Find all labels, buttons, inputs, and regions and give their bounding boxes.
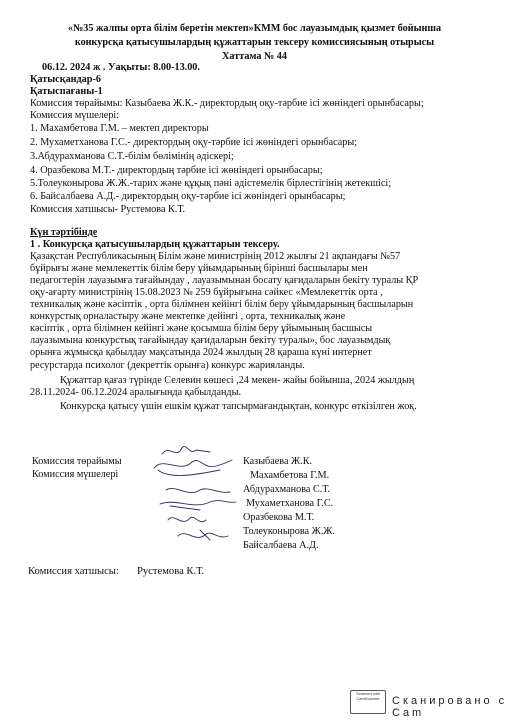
document-title-line1: «№35 жалпы орта білім беретін мектеп»КММ бос лауазымдық қызмет бойынша bbox=[67, 23, 442, 34]
secretary-label: Комиссия хатшысы: bbox=[28, 566, 119, 577]
signature-name: Толеуконырова Ж.Ж. bbox=[243, 526, 335, 537]
paragraph-line: Қазақстан Республикасының Білім және министрінің 2012 жылғы 21 ақпандағы №57 bbox=[30, 251, 401, 262]
signature-name: Казыбаева Ж.К. bbox=[243, 456, 313, 467]
meeting-date-time: 06.12. 2024 ж . Уақыты: 8.00-13.00. bbox=[42, 62, 200, 73]
signature-name: Байсалбаева А.Д. bbox=[243, 540, 319, 551]
paragraph-line: оқу-ағарту министрінің 15.08.2023 № 259 бұйрығына сәйкес «Мемлекеттік орта , bbox=[30, 287, 383, 298]
members-label: Комиссия мүшелері bbox=[32, 469, 119, 480]
agenda-item-1: 1 . Конкурсқа қатысушылардың құжаттарын тексеру. bbox=[30, 239, 280, 250]
member-item: 1. Махамбетова Г.М. – мектеп директоры bbox=[30, 123, 209, 134]
document-title-line2: конкурсқа қатысушылардың құжаттарын тексеру комиссиясының отырысы bbox=[74, 37, 435, 48]
members-heading: Комиссия мүшелері: bbox=[30, 110, 120, 121]
camscanner-badge-text: Scanned with CamScanner bbox=[355, 691, 380, 701]
member-item: 5.Толеуконырова Ж.Ж.-тарих және құқық пәні әдістемелік бірлестігінің жетекшісі; bbox=[30, 178, 392, 189]
documents-line-2: 28.11.2024- 06.12.2024 аралығында қабылданды. bbox=[30, 387, 241, 398]
member-item: 6. Байсалбаева А.Д.- директордың оқу-тәрбие ісі жөніндегі орынбасары; bbox=[30, 191, 346, 202]
camscanner-text: Сканировано с Cam bbox=[392, 695, 508, 719]
commission-secretary: Комиссия хатшысы- Рустемова К.Т. bbox=[30, 204, 186, 215]
paragraph-line: техникалық және кәсіптік , орта білімнен кейінгі білім беру ұйымдарының басшыларын bbox=[30, 299, 414, 310]
paragraph-line: кәсіптік , орта білімнен кейінгі және қосымша білім беру ұйымының басшысы bbox=[30, 323, 373, 334]
chair-label: Комиссия төрайымы bbox=[32, 456, 122, 467]
attendees-count: Қатысқандар-6 bbox=[30, 74, 101, 85]
signature-stroke bbox=[166, 488, 230, 492]
member-item: 2. Мухаметханова Г.С.- директордың оқу-тәрбие ісі жөніндегі орынбасары; bbox=[30, 137, 358, 148]
signature-stroke bbox=[154, 460, 232, 468]
signature-stroke bbox=[162, 446, 210, 454]
signature-stroke bbox=[200, 530, 210, 540]
signature-name: Махамбетова Г.М. bbox=[250, 470, 330, 481]
absent-count: Қатыспағаны-1 bbox=[30, 86, 103, 97]
signature-stroke bbox=[158, 470, 220, 475]
paragraph-line: педагогтерін лауазымға тағайындау , лауазымынан босату қағидаларын бекіту туралы ҚР bbox=[30, 275, 419, 286]
agenda-heading: Күн тәртібінде bbox=[30, 227, 98, 238]
signature-stroke bbox=[170, 506, 200, 510]
camscanner-logo-icon bbox=[350, 690, 386, 714]
paragraph-line: орынға жұмысқа қабылдау мақсатында 2024 жылдың 28 қараша күні интернет bbox=[30, 347, 372, 358]
commission-chair: Комиссия төрайымы: Казыбаева Ж.К.- директордың оқу-тәрбие ісі жөніндегі орынбасары; bbox=[30, 98, 424, 109]
signature-stroke bbox=[160, 501, 236, 505]
signature-stroke bbox=[178, 533, 228, 537]
member-item: 3.Абдурахманова С.Т.-білім бөлімінің әдіскері; bbox=[30, 151, 234, 162]
signature-stroke bbox=[168, 517, 206, 522]
protocol-number: Хаттама № 44 bbox=[222, 51, 287, 62]
handwritten-signatures bbox=[140, 440, 250, 552]
paragraph-line: бұйрығы және мемлекеттік білім беру ұйымдарының бірінші басшылары мен bbox=[30, 263, 368, 274]
result-line: Конкурсқа қатысу үшін ешкім құжат тапсырмағандықтан, конкурс өткізілген жоқ. bbox=[60, 401, 417, 412]
documents-line-1: Құжаттар қағаз түрінде Селевин көшесі ,24 мекен- жайы бойынша, 2024 жылдың bbox=[60, 375, 415, 386]
paragraph-line: ресурстарда психолог (декреттік орынға) конкурс жарияланды. bbox=[30, 360, 305, 371]
camscanner-watermark bbox=[350, 690, 509, 720]
signature-name: Мухаметханова Г.С. bbox=[246, 498, 334, 509]
paragraph-line: лауазымына конкурстық тағайындау қағидаларын бекіту туралы», бос лауазымдық bbox=[30, 335, 391, 346]
signature-name: Абдурахманова С.Т. bbox=[243, 484, 331, 495]
member-item: 4. Оразбекова М.Т.- директордың тәрбие ісі жөніндегі орынбасары; bbox=[30, 165, 323, 176]
secretary-name: Рустемова К.Т. bbox=[137, 566, 205, 577]
paragraph-line: конкурстық орналастыру және мектепке дейінгі , орта, техникалық және bbox=[30, 311, 346, 322]
signature-name: Оразбекова М.Т. bbox=[243, 512, 315, 523]
